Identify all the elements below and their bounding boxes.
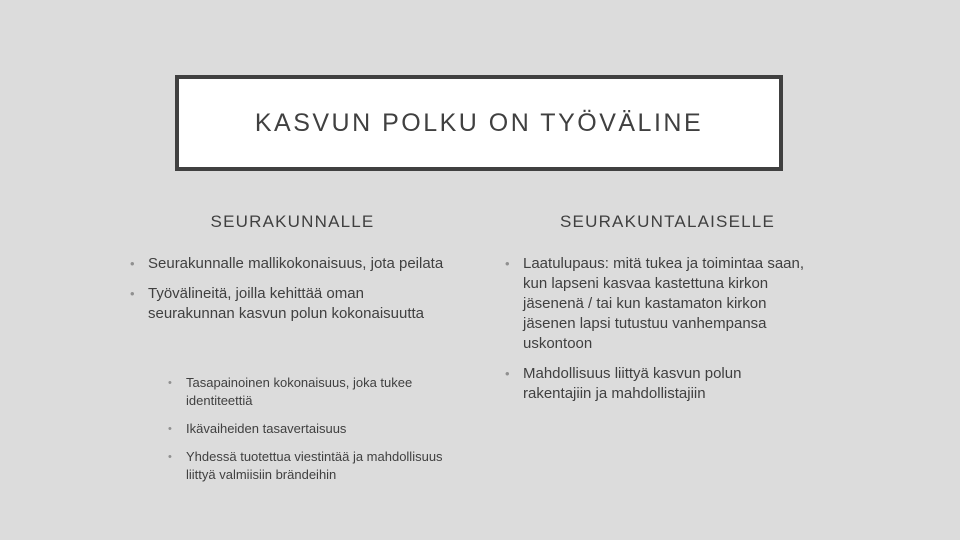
left-sub-bullet-list: [168, 374, 458, 484]
left-column-heading: SEURAKUNNALLE: [210, 212, 375, 231]
slide-title: KASVUN POLKU ON TYÖVÄLINE: [254, 108, 704, 137]
right-column-heading: SEURAKUNTALAISELLE: [560, 212, 775, 231]
left-bullet-item: • Seurakunnalle mallikokonaisuus, jota peilata: [130, 254, 450, 274]
right-bullet-item: • Laatulupaus: mitä tukea ja toimintaa saan, kun lapseni kasvaa kastettuna kirkon jäsenenä / tai kun kastamaton kirkon jäsenen lapsi tutustuu vanhempansa uskontoon: [505, 254, 805, 354]
right-bullet-list: [505, 254, 805, 404]
left-column: [130, 254, 450, 334]
left-bullet-item: • Työvälineitä, joilla kehittää oman seurakunnan kasvun polun kokonaisuutta: [130, 284, 450, 324]
title-box: [175, 75, 783, 171]
left-sub-bullet-item: • Yhdessä tuotettua viestintää ja mahdollisuus liittyä valmiisiin brändeihin: [168, 448, 458, 484]
right-bullet-item: • Mahdollisuus liittyä kasvun polun rakentajiin ja mahdollistajiin: [505, 364, 805, 404]
left-sub-bullet-item: • Ikävaiheiden tasavertaisuus: [168, 420, 458, 438]
left-bullet-list: [130, 254, 450, 324]
left-sub-column: [168, 374, 458, 494]
left-sub-bullet-item: • Tasapainoinen kokonaisuus, joka tukee identiteettiä: [168, 374, 458, 410]
right-column: [505, 254, 805, 414]
